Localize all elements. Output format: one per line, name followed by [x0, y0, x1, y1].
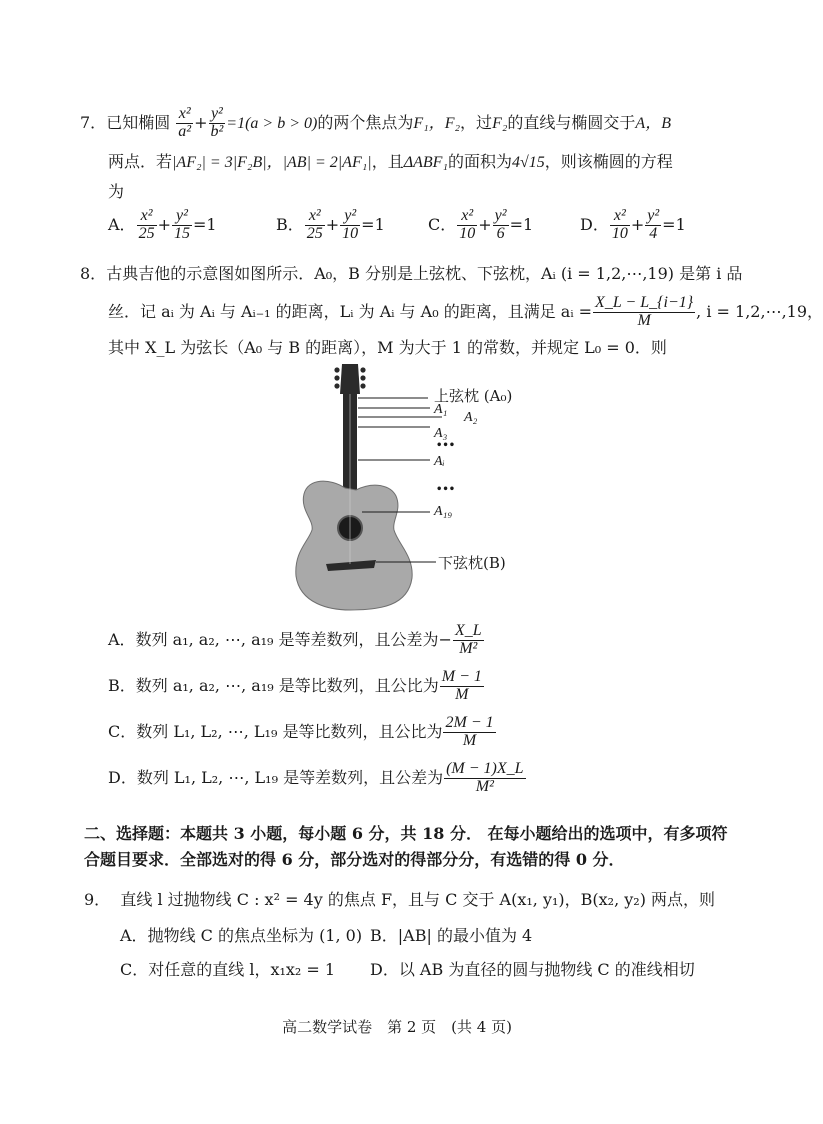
q9-option-b[interactable]: B．|AB| 的最小值为 4 [370, 926, 533, 945]
q7-line2: 两点．若|AF₂| = 3|F₂B|，|AB| = 2|AF₁|，且ΔABF₁的面积为4√15，则该椭圆的方程 [108, 152, 673, 171]
q7-text-1: 已知椭圆 [106, 113, 171, 132]
label-a2: A₂ [464, 410, 478, 425]
label-upper-nut: 上弦枕 (A₀) [434, 387, 513, 405]
q8-line1: 8．古典吉他的示意图如图所示．A₀，B 分别是上弦枕、下弦枕，Aᵢ (i = 1,2,⋯,19) 是第 i 品 [80, 264, 743, 283]
label-a1: A₁ [434, 402, 448, 417]
q8-line3: 其中 X_L 为弦长（A₀ 与 B 的距离），M 为大于 1 的常数，并规定 L₀ = 0．则 [108, 338, 667, 357]
q9-stem: 9． 直线 l 过抛物线 C : x² = 4y 的焦点 F，且与 C 交于 A(x₁, y₁)，B(x₂, y₂) 两点，则 [84, 890, 716, 909]
section2-line1: 二、选择题：本题共 3 小题，每小题 6 分，共 18 分． 在每小题给出的选项中，有多项符 [84, 824, 728, 843]
q9-option-c[interactable]: C．对任意的直线 l，x₁x₂ = 1 [120, 960, 336, 979]
guitar-body [296, 481, 412, 610]
q9-number: 9． [84, 890, 111, 909]
q9-option-a[interactable]: A．抛物线 C 的焦点坐标为 (1, 0) [120, 926, 363, 945]
q7-number: 7． [80, 113, 107, 132]
label-dots-2: ••• [436, 484, 456, 495]
label-dots-1: ••• [436, 440, 456, 451]
q7-line1: 7．已知椭圆 $\frac{\text{x²}}{\text{a²}}$ + $\frac{\text{y²}}{\text{b²}}$ =1(a > b > 0)的两个焦点为F₁，F₂，过F₂的直线与椭圆交于A，B [80, 105, 671, 140]
q7-option-c[interactable]: C． $\frac{\text{x²}}{10}$ + $\frac{\text{y²}}{6}$ =1 [428, 207, 534, 242]
q8-option-d[interactable]: D．数列 L₁, L₂, ⋯, L₁₉ 是等差数列，且公差为 $\frac{(M - 1)X\_L}{\text{M²}}$ [108, 760, 524, 795]
label-ai: Aᵢ [434, 454, 445, 469]
q8-ai-fraction: $\frac{X\_L - L\_\{i-1\}}{M}$ [595, 294, 694, 329]
q7-option-d[interactable]: D． $\frac{\text{x²}}{10}$ + $\frac{\text{y²}}{4}$ =1 [580, 207, 686, 242]
label-a19: A₁₉ [434, 504, 453, 519]
guitar-headstock [334, 364, 365, 394]
q7-frac-y: $\frac{\text{y²}}{\text{b²}}$ [210, 105, 224, 140]
label-a3: A₃ [434, 426, 448, 441]
q7-line3: 为 [108, 182, 125, 201]
q8-line2: 丝．记 aᵢ 为 Aᵢ 与 Aᵢ₋₁ 的距离，Lᵢ 为 Aᵢ 与 A₀ 的距离，且满足 aᵢ = $\frac{X\_L - L\_\{i-1\}}{M}$ , i = 1,2,⋯,19， [108, 294, 823, 329]
q8-option-b[interactable]: B．数列 a₁, a₂, ⋯, a₁₉ 是等比数列，且公比为 $\frac{M - 1}{M}$ [108, 668, 482, 703]
q8-number: 8． [80, 264, 107, 283]
q8-option-a[interactable]: A．数列 a₁, a₂, ⋯, a₁₉ 是等差数列，且公差为− $\frac{X\_L}{\text{M²}}$ [108, 622, 482, 657]
q7-frac-x: $\frac{\text{x²}}{\text{a²}}$ [178, 105, 192, 140]
label-lower-nut: 下弦枕(B) [438, 554, 506, 572]
page-footer: 高二数学试卷 第 2 页 (共 4 页) [282, 1018, 512, 1036]
q8-option-c[interactable]: C．数列 L₁, L₂, ⋯, L₁₉ 是等比数列，且公比为 $\frac{2M - 1}{M}$ [108, 714, 494, 749]
section2-line2: 合题目要求．全部选对的得 6 分，部分选对的得部分分，有选错的得 0 分． [84, 850, 625, 869]
q7-option-b[interactable]: B． $\frac{\text{x²}}{25}$ + $\frac{\text{y²}}{10}$ =1 [276, 207, 385, 242]
q9-option-d[interactable]: D．以 AB 为直径的圆与抛物线 C 的准线相切 [370, 960, 695, 979]
q7-option-a[interactable]: A． $\frac{\text{x²}}{25}$ + $\frac{\text{y²}}{15}$ =1 [108, 207, 217, 242]
